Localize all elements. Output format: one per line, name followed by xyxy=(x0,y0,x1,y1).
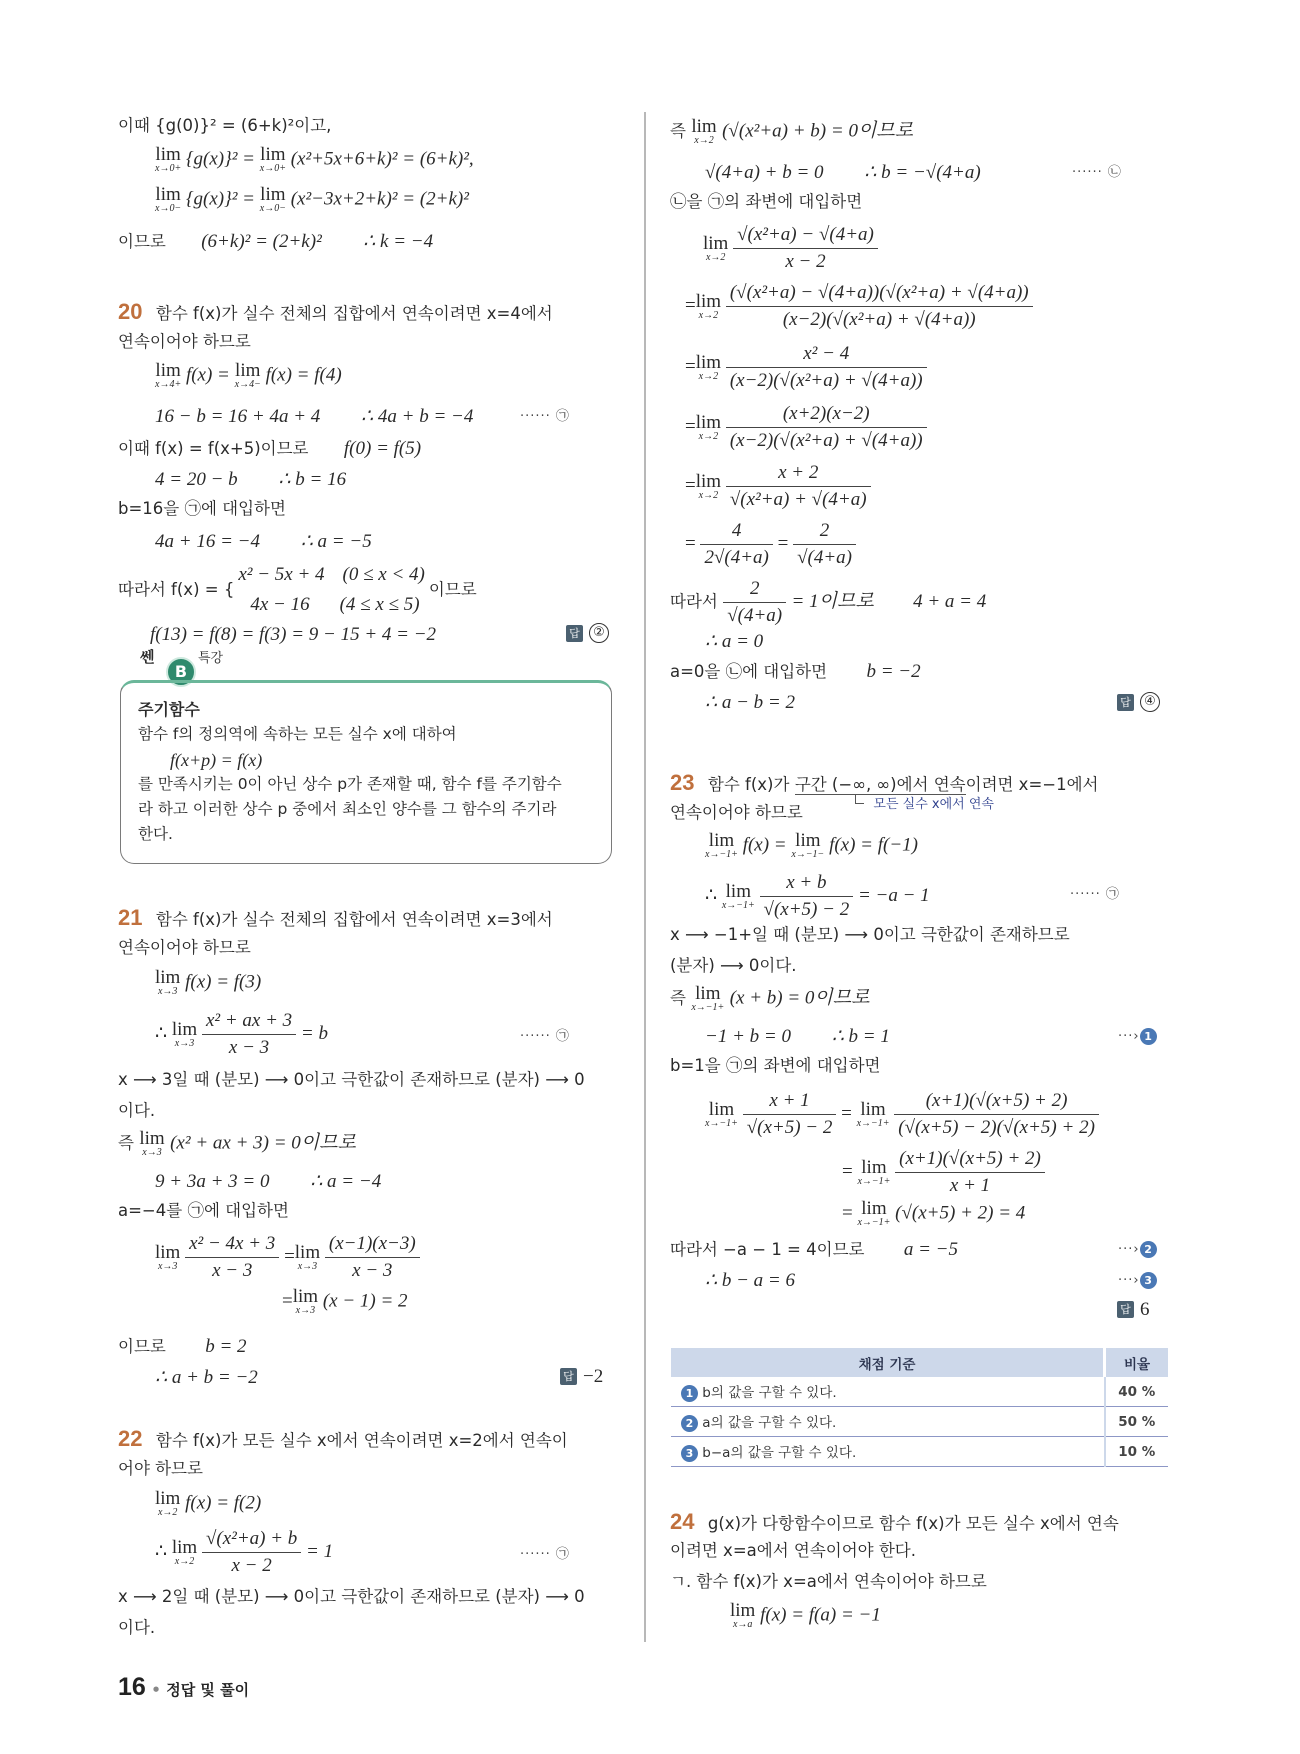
p23-substitute: b=1을 ㉠의 좌변에 대입하면 xyxy=(670,1056,881,1075)
p21-limit-fraction: ∴ lim x→3 $\frac{\text{x² + ax + 3}}{x - 3}$ = b xyxy=(155,1010,328,1058)
p21-substitute: a=−4를 ㉠에 대입하면 xyxy=(118,1201,289,1220)
equation-marker-nieun: ······ ㉡ xyxy=(1072,165,1122,180)
limit-operator: lim x→0+ xyxy=(259,144,286,174)
equation-marker-giyeok: ······ ㉠ xyxy=(520,1029,570,1044)
step-3-marker: ···› 3 xyxy=(1118,1271,1157,1289)
annotation-note: 모든 실수 x에서 연속 xyxy=(855,795,994,812)
p21-line-6: 이다. xyxy=(118,1101,156,1120)
p20-equation-a: 16 − b = 16 + 4a + 4 ∴ 4a + b = −4 xyxy=(155,406,474,427)
grading-header-criteria: 채점 기준 xyxy=(671,1348,1105,1377)
p20-solve-a: 4a + 16 = −4 ∴ a = −5 xyxy=(155,531,372,552)
p24-line-2: 이려면 x=a에서 연속이어야 한다. xyxy=(670,1541,916,1560)
page-footer: 16 • 정답 및 풀이 xyxy=(118,1673,250,1701)
table-row: 2 a의 값을 구할 수 있다. 50 % xyxy=(671,1407,1168,1437)
p24-limit-eq: lim x→a f(x) = f(a) = −1 xyxy=(730,1600,881,1630)
answer-icon: 답 xyxy=(1117,1301,1134,1318)
problem-24-header: 24 g(x)가 다항함수이므로 함수 f(x)가 모든 실수 x에서 연속 xyxy=(670,1509,1119,1534)
p22-line-6: 이다. xyxy=(118,1618,156,1637)
equation-marker-giyeok: ······ ㉠ xyxy=(1070,887,1120,902)
answer-badge-20: 답 ② xyxy=(566,623,609,643)
grading-header-ratio: 비율 xyxy=(1105,1348,1169,1377)
p20-periodic: 이때 f(x) = f(x+5)이므로 f(0) = f(5) xyxy=(118,438,422,459)
p20-line-2: 연속이어야 하므로 xyxy=(118,332,251,351)
box-line-5: 한다. xyxy=(138,825,173,843)
step-2-marker: ···› 2 xyxy=(1118,1240,1157,1258)
step-2-icon: 2 xyxy=(681,1415,698,1432)
p22-therefore: 따라서 $\frac{2}{√(4+a)}$ = 1이므로 4 + a = 4 xyxy=(670,578,987,626)
answer-icon: 답 xyxy=(560,1368,577,1385)
p23-step-2: = lim x→−1+ $\frac{(x+1)(√(x+5) + 2)}{x + 1}$ xyxy=(842,1148,1045,1197)
p23-step-1: lim x→−1+ $\frac{x + 1}{√(x+5) - 2}$ = lim x→−1+ $\frac{(x+1)(√(x+5) + 2)}{(√(x+5) - 2)(√(x+5) + 2)}$ xyxy=(705,1090,1099,1139)
p22-b-value: a=0을 ㉡에 대입하면 b = −2 xyxy=(670,661,921,682)
p23-limit-eq: lim x→−1+ f(x) = lim x→−1− f(x) = f(−1) xyxy=(705,830,919,860)
problem-21-header: 21 함수 f(x)가 실수 전체의 집합에서 연속이려면 x=3에서 xyxy=(118,905,553,930)
p22-step-6: = $\frac{4}{2√(4+a)}$ = $\frac{2}{√(4+a)}$ xyxy=(685,520,856,569)
problem-20-header: 20 함수 f(x)가 실수 전체의 집합에서 연속이려면 x=4에서 xyxy=(118,299,553,324)
p21-numerator-zero: 즉 lim x→3 (x² + ax + 3) = 0이므로 xyxy=(118,1128,356,1158)
p20-substitute: b=16을 ㉠에 대입하면 xyxy=(118,499,286,518)
answer-badge-23: 답 6 xyxy=(1117,1300,1150,1319)
problem-22-header: 22 함수 f(x)가 모든 실수 x에서 연속이려면 x=2에서 연속이 xyxy=(118,1426,568,1451)
column-divider xyxy=(644,112,646,1642)
step-1-icon: 1 xyxy=(681,1385,698,1402)
p23-result: ∴ b − a = 6 xyxy=(705,1270,795,1291)
p22-step-2: = lim x→2 $\frac{\text{(√(x²+a) − √(4+a))(√(x²+a) + √(4+a))}}{\text{(x−2)(√(x²+a) + √(4+a))}}$ xyxy=(685,282,1033,331)
p22-cont-line-1: 즉 lim x→2 (√(x²+a) + b) = 0이므로 xyxy=(670,116,914,146)
p21-limit-result: = lim x→3 (x − 1) = 2 xyxy=(282,1286,408,1316)
equation-marker-giyeok: ······ ㉠ xyxy=(520,1547,570,1562)
p22-line-5: x ⟶ 2일 때 (분모) ⟶ 0이고 극한값이 존재하므로 (분자) ⟶ 0 xyxy=(118,1587,585,1606)
p23-line-5: x ⟶ −1+일 때 (분모) ⟶ 0이고 극한값이 존재하므로 xyxy=(670,925,1070,944)
p22-result: ∴ a − b = 2 xyxy=(705,692,795,713)
p22-cont-substitute: ㉡을 ㉠의 좌변에 대입하면 xyxy=(670,192,863,211)
p23-line-6: (분자) ⟶ 0이다. xyxy=(670,956,797,975)
p24-line-3: ㄱ. 함수 f(x)가 x=a에서 연속이어야 하므로 xyxy=(670,1572,987,1591)
answer-icon: 답 xyxy=(1117,694,1134,711)
box-line-1: 함수 f의 정의역에 속하는 모든 실수 x에 대하여 xyxy=(138,725,457,743)
p23-solve-b: −1 + b = 0 ∴ b = 1 xyxy=(705,1026,890,1047)
p20-piecewise: 따라서 f(x) = { x² − 5x + 4 (0 ≤ x < 4) 4x − 16 (4 ≤ x ≤ 5) 이므로 xyxy=(118,564,477,615)
step-3-icon: 3 xyxy=(1140,1272,1157,1289)
footer-label: 정답 및 풀이 xyxy=(166,1681,250,1699)
answer-badge-22: 답 ④ xyxy=(1117,692,1160,712)
p21-limit-eq: lim x→3 f(x) = f(3) xyxy=(155,967,262,997)
p22-step-1: lim x→2 $\frac{\text{√(x²+a) − √(4+a)}}{x - 2}$ xyxy=(703,224,878,273)
p19-conclusion: 이므로 (6+k)² = (2+k)² ∴ k = −4 xyxy=(118,231,434,252)
step-1-icon: 1 xyxy=(1140,1028,1157,1045)
p19-limit-right: lim x→0+ {g(x)}² = lim x→0+ (x²+5x+6+k)² = (6+k)², xyxy=(155,144,474,174)
limit-operator: lim x→0− xyxy=(155,184,182,214)
p22-step-3: = lim x→2 $\frac{\text{x² − 4}}{\text{(x−2)(√(x²+a) + √(4+a))}}$ xyxy=(685,343,927,392)
p23-a-value: 따라서 −a − 1 = 4이므로 a = −5 xyxy=(670,1239,959,1260)
p21-line-2: 연속이어야 하므로 xyxy=(118,938,251,957)
p20-result: f(13) = f(8) = f(3) = 9 − 15 + 4 = −2 xyxy=(150,624,437,645)
p22-limit-fraction: ∴ lim x→2 $\frac{\text{√(x²+a) + b}}{x - 2}$ = 1 xyxy=(155,1528,334,1576)
p22-limit-eq: lim x→2 f(x) = f(2) xyxy=(155,1488,262,1518)
p21-line-5: x ⟶ 3일 때 (분모) ⟶ 0이고 극한값이 존재하므로 (분자) ⟶ 0 xyxy=(118,1070,585,1089)
p22-line-2: 어야 하므로 xyxy=(118,1459,203,1478)
answer-icon: 답 xyxy=(566,625,583,642)
p21-result: ∴ a + b = −2 xyxy=(155,1367,258,1388)
p21-b-value: 이므로 b = 2 xyxy=(118,1336,247,1357)
p23-line-2: 연속이어야 하므로 xyxy=(670,803,803,822)
problem-23-header: 23 함수 f(x)가 구간 (−∞, ∞)에서 연속이려면 x=−1에서 xyxy=(670,770,1099,795)
step-1-marker: ···› 1 xyxy=(1118,1027,1157,1045)
box-line-4: 라 하고 이러한 상수 p 중에서 최소인 양수를 그 함수의 주기라 xyxy=(138,800,557,818)
box-line-3: 를 만족시키는 0이 아닌 상수 p가 존재할 때, 함수 f를 주기함수 xyxy=(138,775,562,793)
step-2-icon: 2 xyxy=(1140,1241,1157,1258)
p23-step-3: = lim x→−1+ (√(x+5) + 2) = 4 xyxy=(842,1198,1026,1228)
p23-limit-fraction: ∴ lim x→−1+ $\frac{x + b}{√(x+5) - 2}$ = −a − 1 xyxy=(705,872,930,920)
p23-numerator-zero: 즉 lim x→−1+ (x + b) = 0이므로 xyxy=(670,983,870,1013)
p19-limit-left: lim x→0− {g(x)}² = lim x→0− (x²−3x+2+k)² = (2+k)² xyxy=(155,184,469,214)
p20-solve-b: 4 = 20 − b ∴ b = 16 xyxy=(155,469,347,490)
p20-limit-equation: lim x→4+ f(x) = lim x→4− f(x) = f(4) xyxy=(155,360,342,390)
p21-solve-a: 9 + 3a + 3 = 0 ∴ a = −4 xyxy=(155,1171,382,1192)
step-3-icon: 3 xyxy=(681,1445,698,1462)
p22-step-5: = lim x→2 $\frac{x + 2}{\text{√(x²+a) + √(4+a)}}$ xyxy=(685,462,871,511)
box-line-2: f(x+p) = f(x) xyxy=(170,750,263,770)
equation-marker-giyeok: ······ ㉠ xyxy=(520,409,570,424)
answer-badge-21: 답 −2 xyxy=(560,1367,603,1386)
p21-limit-compute: lim x→3 $\frac{\text{x² − 4x + 3}}{x - 3}$ = lim x→3 $\frac{(x-1)(x-3)}{x - 3}$ xyxy=(155,1233,420,1282)
page-number: 16 xyxy=(118,1673,146,1701)
table-row: 1 b의 값을 구할 수 있다. 40 % xyxy=(671,1377,1168,1407)
box-title: 주기함수 xyxy=(138,700,200,719)
table-row: 3 b−a의 값을 구할 수 있다. 10 % xyxy=(671,1437,1168,1467)
grading-table xyxy=(671,1348,1168,1467)
special-tag: 특강 xyxy=(198,651,224,666)
problem-number: 20 xyxy=(118,299,143,324)
b-badge-icon: B xyxy=(166,657,196,687)
brand-label: 쎈 xyxy=(140,648,155,666)
p22-a-value: ∴ a = 0 xyxy=(705,631,764,652)
p22-cont-line-2: √(4+a) + b = 0 ∴ b = −√(4+a) xyxy=(705,162,981,183)
limit-operator: lim x→0+ xyxy=(155,144,182,174)
p19-line-1: 이때 {g(0)}² = (6+k)²이고, xyxy=(118,116,332,135)
p22-step-4: = lim x→2 $\frac{(x+2)(x-2)}{\text{(x−2)(√(x²+a) + √(4+a))}}$ xyxy=(685,403,927,452)
limit-operator: lim x→0− xyxy=(259,184,286,214)
